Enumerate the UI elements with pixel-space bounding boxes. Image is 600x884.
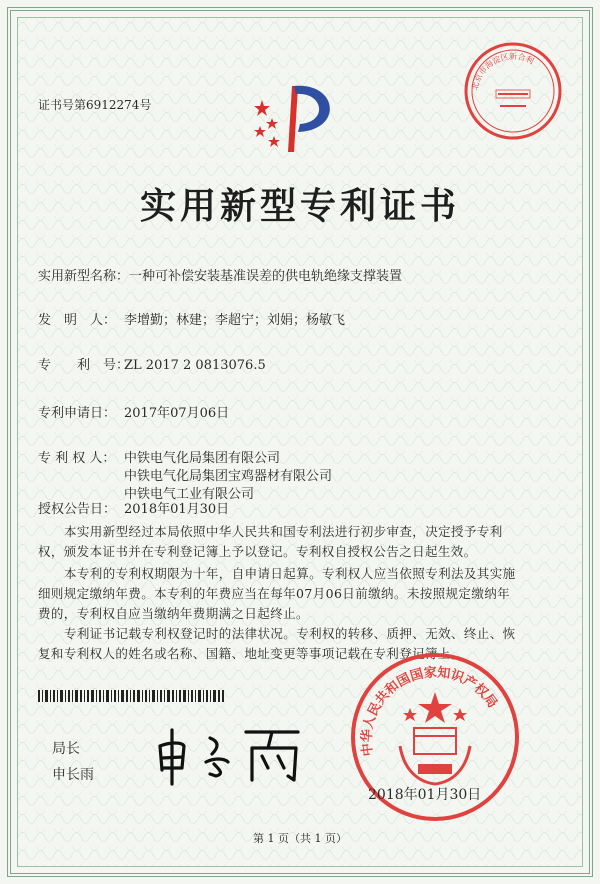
barcode-icon xyxy=(38,690,224,702)
field-label: 专 利 权 人： xyxy=(38,451,116,466)
field-label: 授权公告日： xyxy=(38,502,117,517)
patent-number-row xyxy=(38,354,266,373)
field-label: 专 利 号： xyxy=(38,358,130,373)
certificate-number: 证书号第6912274号 xyxy=(38,98,152,112)
issue-date: 2018年01月30日 xyxy=(368,787,482,803)
field-value: 2018年01月30日 xyxy=(124,502,230,517)
paragraph-legal-status: 专利证书记载专利权登记时的法律状况。专利权的转移、质押、无效、终止、恢复和专利权人的姓名或名称、国籍、地址变更等事项记载在专利登记簿上。 xyxy=(38,626,516,661)
inventor-row xyxy=(38,309,345,328)
paragraph-term: 本专利的专利权期限为十年，自申请日起算。专利权人应当依照专利法及其实施细则规定缴纳年费。本专利的年费应当在每年07月06日前缴纳。未按照规定缴纳年费的，专利权自应当缴纳年费期满之日起终止。 xyxy=(38,566,516,621)
director-name: 申长雨 xyxy=(52,767,94,783)
field-value: ZL 2017 2 0813076.5 xyxy=(124,358,266,373)
field-label: 发 明 人： xyxy=(38,313,117,328)
page-number: 第 1 页（共 1 页） xyxy=(253,832,347,845)
patent-office-logo-icon xyxy=(248,72,348,162)
patentee-row-2 xyxy=(124,465,332,484)
page-title: 实用新型专利证书 xyxy=(139,185,460,227)
svg-text:中华人民共和国国家知识产权局: 中华人民共和国国家知识产权局 xyxy=(359,665,500,757)
utility-model-name-row xyxy=(38,265,402,284)
paragraph-grant: 本实用新型经过本局依照中华人民共和国专利法进行初步审查，决定授予专利权，颁发本证书并在专利登记簿上予以登记。专利权自授权公告之日起生效。 xyxy=(38,524,503,559)
handwritten-signature-icon xyxy=(150,718,310,788)
field-value: 李增勤；林建；李超宁；刘娟；杨敏飞 xyxy=(124,313,346,328)
patentee-row xyxy=(38,447,280,466)
field-value: 中铁电气化局集团宝鸡器材有限公司 xyxy=(124,469,333,484)
field-value: 一种可补偿安装基准误差的供电轨绝缘支撑装置 xyxy=(129,269,403,284)
field-label: 实用新型名称： xyxy=(38,269,130,284)
agency-seal-icon xyxy=(462,40,564,142)
filing-date-row xyxy=(38,402,229,421)
announcement-date-row xyxy=(38,498,229,517)
field-label: 专利申请日： xyxy=(38,406,117,421)
field-value: 中铁电气工业有限公司 xyxy=(124,487,255,502)
director-title: 局长 xyxy=(52,741,80,757)
field-value: 中铁电气化局集团有限公司 xyxy=(124,451,281,466)
svg-text:北京市海淀区新合利: 北京市海淀区新合利 xyxy=(470,51,536,91)
field-value: 2017年07月06日 xyxy=(124,406,230,421)
